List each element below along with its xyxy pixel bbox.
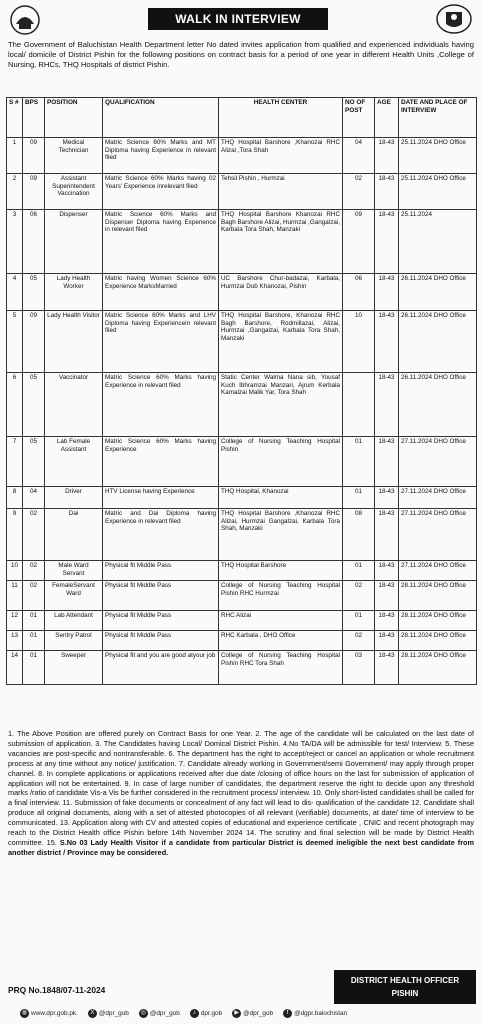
col-header-sno: S # bbox=[7, 98, 23, 138]
cell-qualification: HTV License having Experience bbox=[103, 487, 219, 509]
cell-no-of-post: 10 bbox=[343, 311, 375, 373]
table-header-row bbox=[7, 98, 477, 138]
cell-age: 18-43 bbox=[375, 611, 399, 631]
cell-sno: 2 bbox=[7, 174, 23, 210]
social-handle: www.dpr.gob.pk. bbox=[31, 1009, 78, 1017]
cell-health-center: College of Nursing Teaching Hospital Pishin RHC Tora Shah bbox=[219, 651, 343, 685]
cell-sno: 14 bbox=[7, 651, 23, 685]
cell-interview: 28.11.2024 DHO Office bbox=[399, 581, 477, 611]
cell-no-of-post: 08 bbox=[343, 509, 375, 561]
table-row bbox=[7, 138, 477, 174]
cell-bps: 06 bbox=[23, 210, 45, 274]
cell-position: Assistant Superintendent Vaccination bbox=[45, 174, 103, 210]
cell-bps: 05 bbox=[23, 437, 45, 487]
cell-interview: 25.11.2024 DHO Office bbox=[399, 174, 477, 210]
cell-sno: 10 bbox=[7, 561, 23, 581]
cell-position: Dispenser bbox=[45, 210, 103, 274]
social-link bbox=[190, 1009, 222, 1018]
cell-health-center: RHC Alizai bbox=[219, 611, 343, 631]
table-row bbox=[7, 174, 477, 210]
cell-age: 18-43 bbox=[375, 487, 399, 509]
cell-qualification: Physical fit Middle Pass bbox=[103, 581, 219, 611]
cell-sno: 7 bbox=[7, 437, 23, 487]
cell-position: Medical Technician bbox=[45, 138, 103, 174]
table-row bbox=[7, 311, 477, 373]
cell-interview: 27.11.2024 DHO Office bbox=[399, 561, 477, 581]
cell-sno: 4 bbox=[7, 274, 23, 311]
cell-health-center: RHC Karbala , DHO Office bbox=[219, 631, 343, 651]
table-row bbox=[7, 611, 477, 631]
cell-sno: 3 bbox=[7, 210, 23, 274]
table-row bbox=[7, 487, 477, 509]
cell-bps: 02 bbox=[23, 581, 45, 611]
footer bbox=[0, 970, 482, 1024]
social-handle: @dgpr.balochistan bbox=[294, 1009, 348, 1017]
col-header-position: POSITION bbox=[45, 98, 103, 138]
social-handle: dpr.gob bbox=[200, 1009, 223, 1017]
terms-and-conditions bbox=[8, 729, 474, 858]
cell-qualification: Matric Science 60% Marks having Experience bbox=[103, 437, 219, 487]
cell-health-center: Static Center Walma Nana sib, Yousaf Kuch Ibhramzai Manzari, Ajrum Kerbala Kamalzai Malik Yar, Tora Shah bbox=[219, 373, 343, 437]
cell-health-center: Tehsil Pishin , Hurmzai bbox=[219, 174, 343, 210]
col-header-no-of-post: NO OF POST bbox=[343, 98, 375, 138]
table-row bbox=[7, 561, 477, 581]
cell-bps: 09 bbox=[23, 311, 45, 373]
cell-health-center: College of Nursing Teaching Hospital Pishin bbox=[219, 437, 343, 487]
facebook-icon: f bbox=[283, 1009, 292, 1018]
page-title: WALK IN INTERVIEW bbox=[148, 8, 328, 30]
header bbox=[0, 0, 482, 40]
cell-no-of-post: 02 bbox=[343, 581, 375, 611]
cell-sno: 13 bbox=[7, 631, 23, 651]
positions-table bbox=[6, 97, 477, 685]
cell-position: FemaleServant Ward bbox=[45, 581, 103, 611]
col-header-bps: BPS bbox=[23, 98, 45, 138]
cell-position: Lady Health Worker bbox=[45, 274, 103, 311]
cell-sno: 5 bbox=[7, 311, 23, 373]
cell-age: 18-43 bbox=[375, 509, 399, 561]
table-row bbox=[7, 274, 477, 311]
cell-interview: 26.11.2024 DHO Office bbox=[399, 274, 477, 311]
cell-bps: 04 bbox=[23, 487, 45, 509]
cell-qualification: Matric Science 60% Marks and LHV Diploma having Experiencein relevant filed bbox=[103, 311, 219, 373]
cell-interview: 27.11.2024 DHO Office bbox=[399, 437, 477, 487]
cell-bps: 05 bbox=[23, 274, 45, 311]
social-link bbox=[283, 1009, 347, 1018]
social-link bbox=[139, 1009, 180, 1018]
cell-qualification: Physical fit Middle Pass bbox=[103, 561, 219, 581]
cell-health-center: THQ Hospital Barshore bbox=[219, 561, 343, 581]
cell-bps: 01 bbox=[23, 611, 45, 631]
cell-interview: 25.11.2024 bbox=[399, 210, 477, 274]
cell-qualification: Physical fit Middle Pass bbox=[103, 611, 219, 631]
cell-bps: 02 bbox=[23, 561, 45, 581]
cell-sno: 8 bbox=[7, 487, 23, 509]
social-handle: @dpr_gob bbox=[243, 1009, 274, 1017]
cell-age: 18-43 bbox=[375, 581, 399, 611]
cell-no-of-post: 01 bbox=[343, 561, 375, 581]
notes-text: 1. The Above Position are offered purely on Contract Basis for one Year. 2. The age of the candidate will be calculated on the last date of submission of application. 3. The Candidates having Local/ Domical District Pishin. 4.No TA/DA will be admissible for test/ Interview. 5. These vacancies are post-specific and nontransferable. 6. The department has the right to accept/reject or cancel an application or whole recruitment process at any time without any notice/ justification. 7. Candidate already working in Government/semi Government/ may apply through proper channel. 8. In complete applications or applications received after due date /closing of office hours on the last for submission of application of application will not be entertained. 9. In case of large number of candidates, the department reserve the right to decide upon any threshold marks /ratio of candidate Vis-a Vis be further considered in the recruitment process/ interview. 10. Only short-listed candidates shall be called for a final interview. 11. Submission of fake documents or concealment of any fact will lead to dis- qualification of the candidate 12. Candidate shall produce all original documents, along with a set of attested photocopies of all relevant (verifiable) documents, at date/ time of interview to be communicated. 13. Application along with CV and attested copies of educational and experience certificate , CNIC and recent photograph may reach to the District Health office Pishin before 14th November 2024 14. The scrutiny and final selection will be made by District Health committee. 15. bbox=[8, 729, 474, 847]
cell-bps: 01 bbox=[23, 631, 45, 651]
social-handle: @dpr_gob bbox=[98, 1009, 129, 1017]
social-link bbox=[88, 1009, 129, 1018]
cell-no-of-post: 03 bbox=[343, 651, 375, 685]
cell-interview: 27.11.2024 DHO Office bbox=[399, 487, 477, 509]
balochistan-emblem-icon bbox=[8, 4, 42, 36]
table-row bbox=[7, 631, 477, 651]
officer-title: DISTRICT HEALTH OFFICER bbox=[350, 976, 460, 985]
cell-position: Lady Health Visitor bbox=[45, 311, 103, 373]
table-row bbox=[7, 651, 477, 685]
cell-age: 18-43 bbox=[375, 373, 399, 437]
cell-no-of-post: 06 bbox=[343, 274, 375, 311]
cell-age: 18-43 bbox=[375, 174, 399, 210]
cell-qualification: Matric and Dai Diploma having Experience in relevant filed bbox=[103, 509, 219, 561]
cell-age: 18-43 bbox=[375, 210, 399, 274]
cell-age: 18-43 bbox=[375, 274, 399, 311]
cell-qualification: Physical fit Middle Pass bbox=[103, 631, 219, 651]
cell-qualification: Matric Science 60% Marks having Experience in relevant filed bbox=[103, 373, 219, 437]
officer-district: PISHIN bbox=[391, 989, 419, 998]
cell-bps: 01 bbox=[23, 651, 45, 685]
cell-health-center: UC Barshore Chur-badazai, Karbala, Hurmzai Dub Khanozai, Pishin bbox=[219, 274, 343, 311]
col-header-interview: DATE AND PLACE OF INTERVIEW bbox=[399, 98, 477, 138]
social-link bbox=[20, 1009, 78, 1018]
cell-health-center: THQ Hospital Barshore Khanozai RHC Bagh Barshore Alizai, Hurmzai ,Gangalzai, Karbala Tora Shah, Manzaki bbox=[219, 210, 343, 274]
table-row bbox=[7, 210, 477, 274]
cell-age: 18-43 bbox=[375, 561, 399, 581]
cell-health-center: THQ Hospital, Khanozai bbox=[219, 487, 343, 509]
cell-sno: 9 bbox=[7, 509, 23, 561]
cell-no-of-post: 01 bbox=[343, 611, 375, 631]
social-handle: @dpr_gob bbox=[149, 1009, 180, 1017]
table-row bbox=[7, 581, 477, 611]
cell-interview: 27.11.2024 DHO Office bbox=[399, 509, 477, 561]
table-row bbox=[7, 373, 477, 437]
tiktok-icon: ♪ bbox=[190, 1009, 199, 1018]
intro-paragraph: The Government of Baluchistan Health Department letter No dated invites application from qualified and experienced individuals having local/ domicile of District Pishin for the following positions on contract basis for a period of one year in different Health Units ,College of Nursing, RHCs, THQ Hospitals of district Pishin. bbox=[8, 40, 474, 69]
x-icon: X bbox=[88, 1009, 97, 1018]
cell-qualification: Matric Science 60% Marks and MT Diploma having Experience in relevant filed bbox=[103, 138, 219, 174]
social-link bbox=[232, 1009, 273, 1018]
table-row bbox=[7, 509, 477, 561]
cell-no-of-post: 04 bbox=[343, 138, 375, 174]
cell-age: 18-43 bbox=[375, 437, 399, 487]
globe-icon: ◍ bbox=[21, 1009, 28, 1016]
cell-position: Lab Attendant bbox=[45, 611, 103, 631]
cell-interview: 26.11.2024 DHO Office bbox=[399, 373, 477, 437]
cell-health-center: THQ Hospital Barshore, Khanozai RHC Bagh Barshore, Rodmillazai, Alizai, Hurmzai ,Gangalzai, Karbala Tora Shah, Manzaki bbox=[219, 311, 343, 373]
youtube-icon: ▶ bbox=[232, 1009, 241, 1018]
prq-number: PRQ No.1848/07-11-2024 bbox=[8, 985, 106, 995]
cell-health-center: THQ Hospital Barshore ,Khanozai RHC Alizai, Hurmzai Gangalzai, Karbala Tora Shah, Manzaki bbox=[219, 509, 343, 561]
cell-qualification: Matric having Women Science 60% Experience MarksMarried bbox=[103, 274, 219, 311]
cell-sno: 1 bbox=[7, 138, 23, 174]
cell-position: Vaccinator bbox=[45, 373, 103, 437]
cell-position: Sweeper bbox=[45, 651, 103, 685]
cell-bps: 02 bbox=[23, 509, 45, 561]
cell-position: Lab Female Assistant bbox=[45, 437, 103, 487]
cell-health-center: THQ Hospital Barshore ,Khanozai RHC Alizai ,Tora Shah bbox=[219, 138, 343, 174]
cell-no-of-post: 09 bbox=[343, 210, 375, 274]
col-header-health-center: HEALTH CENTER bbox=[219, 98, 343, 138]
cell-position: Driver bbox=[45, 487, 103, 509]
cell-age: 18-43 bbox=[375, 311, 399, 373]
cell-no-of-post: 02 bbox=[343, 174, 375, 210]
cell-age: 18-43 bbox=[375, 631, 399, 651]
notes-bold-text: S.No 03 Lady Health Visitor if a candidate from particular District is deemed ineligible the next best candidate from another district / Province may be considered. bbox=[8, 837, 475, 857]
cell-sno: 6 bbox=[7, 373, 23, 437]
cell-bps: 05 bbox=[23, 373, 45, 437]
cell-interview: 28.11.2024 DHO Office bbox=[399, 631, 477, 651]
cell-qualification: Physical fit and you are good atyour job bbox=[103, 651, 219, 685]
instagram-icon: ◎ bbox=[140, 1009, 146, 1016]
cell-bps: 09 bbox=[23, 174, 45, 210]
cell-qualification: Matric Science 60% Marks and Dispenser Diploma having Experience in relevant filed bbox=[103, 210, 219, 274]
cell-no-of-post: 02 bbox=[343, 631, 375, 651]
col-header-age: AGE bbox=[375, 98, 399, 138]
cell-sno: 11 bbox=[7, 581, 23, 611]
cell-interview: 28.11.2024 DHO Office bbox=[399, 651, 477, 685]
cell-position: Male Ward Servant bbox=[45, 561, 103, 581]
table-row bbox=[7, 437, 477, 487]
cell-position: Sentry Patrol bbox=[45, 631, 103, 651]
officer-signature-box bbox=[334, 970, 476, 1004]
cell-no-of-post: 01 bbox=[343, 437, 375, 487]
cell-no-of-post bbox=[343, 373, 375, 437]
cell-interview: 26.11.2024 DHO Office bbox=[399, 311, 477, 373]
cell-no-of-post: 01 bbox=[343, 487, 375, 509]
cell-health-center: College of Nursing Teaching Hospital Pishin RHC Hurmzai bbox=[219, 581, 343, 611]
col-header-qualification: QUALIFICATION bbox=[103, 98, 219, 138]
cell-age: 18-43 bbox=[375, 138, 399, 174]
cell-bps: 09 bbox=[23, 138, 45, 174]
cell-interview: 25.11.2024 DHO Office bbox=[399, 138, 477, 174]
social-links bbox=[20, 1006, 470, 1020]
govt-seal-icon bbox=[434, 2, 474, 36]
cell-interview: 28.11.2024 DHO Office bbox=[399, 611, 477, 631]
cell-position: Dai bbox=[45, 509, 103, 561]
cell-age: 18-43 bbox=[375, 651, 399, 685]
cell-qualification: Matric Science 60% Marks having 02 Years' Experience inrelevant filed bbox=[103, 174, 219, 210]
cell-sno: 12 bbox=[7, 611, 23, 631]
